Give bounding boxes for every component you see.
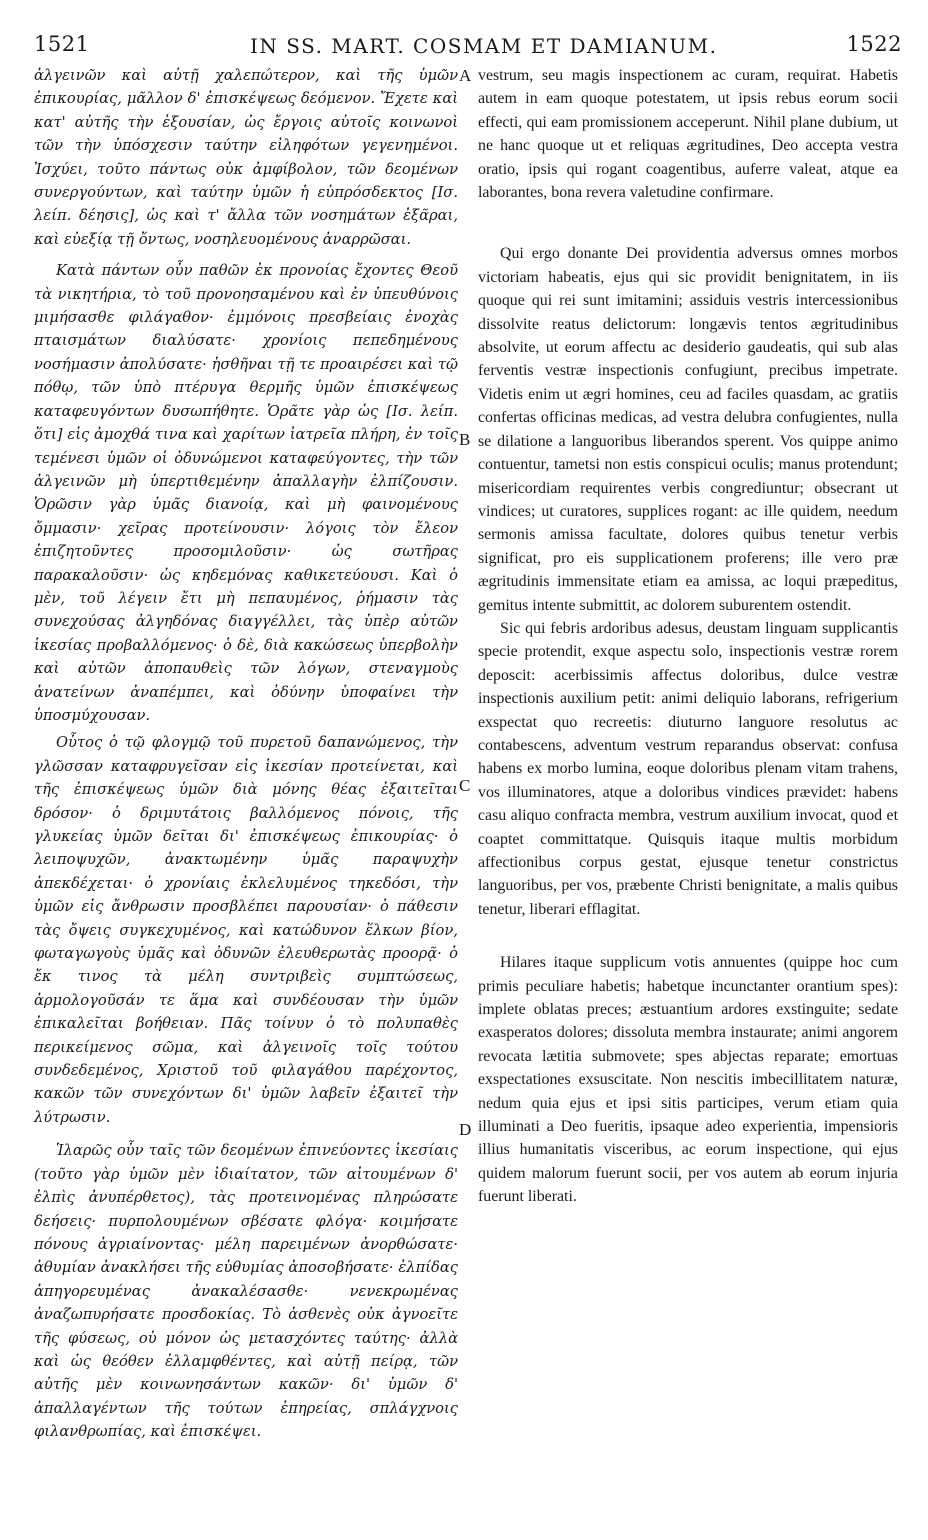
greek-paragraph-3: Οὗτος ὁ τῷ φλογμῷ τοῦ πυρετοῦ δαπανώμενος, τὴν γλῶσσαν καταφρυγεῖσαν εἰς ἱκεσίαν προτείνεται, καὶ τῆς ἐπισκέψεως ὑμῶν διὰ μόνης θέας ἐξαιτεῖται δρόσον· ὁ δριμυτάτοις βαλλόμενος πόνοις, τῆς γλυκείας ὑμῶν δεῖται δι' ἐπισκέψεως ἐπικουρίας· ὁ λειποψυχῶν, ἀνακτωμένην ὑμᾶς παραψυχὴν ἀπεκδέχεται· ὁ χρονίαις ἐκλελυμένος τηκεδόσι, τὴν ὑμῶν εἰς ἄνθρωσιν προσβλέπει παρουσίαν· ὁ πάθεσιν τὰς ὄψεις συγκεχυμένος, καὶ κατώδυνον ἕλκων βίον, φωταγωγοὺς ὑμᾶς καὶ ὀδυνῶν ἐλευθερωτὰς προορᾷ· ὁ ἔκ τινος τὰ μέλη συντριβεὶς συμπτώσεως, ἁρμολογοῦσάν τε ἅμα καὶ συνδέουσαν τὴν ὑμῶν ἐπικαλεῖται βοήθειαν. Πᾶς τοίνυν ὁ τὸ πολυπαθὲς περικείμενος σῶμα, καὶ ἀλγεινοῖς τοῖς τούτου συνδεδεμένος, Χριστοῦ τοῦ φιλαγάθου παρέχοντος, κακῶν τῶν συνεχόντων δι' ὑμῶν λαβεῖν ἐξαιτεῖ τὴν λύτρωσιν. [34,734,458,1126]
greek-paragraph-4: Ἱλαρῶς οὖν ταῖς τῶν δεομένων ἐπινεύοντες ἱκεσίαις (τοῦτο γὰρ ὑμῶν μὲν ἰδιαίτατον, τῶν αἰτουμένων δ' ἐλπὶς ἀνυπέρθετος), τὰς προτεινομένας πληρώσατε δεήσεις· πυρπολουμένων σβέσατε φλόγα· κοιμήσατε πόνους ἀγριαίνοντας· μέλη παρειμένων ἀνορθώσατε· ἀθυμίαν ἀνακλήσει τῆς εὐθυμίας ἀποσοβήσατε· ἐλπίδας ἀπηγορευμένας ἀνακαλέσασθε· νενεκρωμένας ἀναζωπυρήσατε προσδοκίας. Τὸ ἀσθενὲς οὐκ ἀγνοεῖτε τῆς φύσεως, οὐ μόνον ὡς μετασχόντες ταύτης· ἀλλὰ καὶ ὡς θεόθεν ἐλλαμφθέντες, καὶ αὐτῇ πείρᾳ, τῶν αὐτῆς μὲν κοινωνησάντων κακῶν· δι' ὑμῶν δ' ἀπαλλαγέντων τῆς τούτων ἐπηρείας, σπλάγχνοις φιλανθρωπίας, καὶ ἐπισκέψει. [34,1142,458,1441]
page-number-left: 1521 [34,32,90,56]
latin-paragraph-2: Qui ergo donante Dei providentia adversus omnes morbos victoriam habeatis, ejus qui sic providit benignitatem, in iis quoque qui rei sunt imitamini; assiduis vestris intercessionibus dissolvite reatus delictorum: longævis tentos ægritudinibus absolvite, ut eorum affectu ac desiderio gaudeatis, qui sub alas ferventis vestræ inspectionis confugiunt, precibus impetrate. Videtis enim ut ægri homines, ceu ad faciles quasdam, ac gratiis confertas officinas medicas, ad vestra delubra confugientes, nulla se dilatione a languoribus liberandos sperent. Vos quippe animo contuentur, tametsi non estis conspicui oculis; manus protendunt; misericordiam requirentes verbis congrediuntur; obsecrant ut vindices; ut curatores, supplices rogant: ac ille quidem, needum sermonis amissa facultate, dolores quibus tenetur verbis significat, pro eis supplicationem proferens; ille vero præ ægritudinis immensitate etiam ea amissa, ac loqui præpeditus, gemitus intente submittit, ac dolorem suburentem ostendit. [478,245,898,614]
section-marker-c: C [459,776,471,795]
greek-paragraph-1: ἀλγεινῶν καὶ αὐτῇ χαλεπώτερον, καὶ τῆς ὑμῶν ἐπικουρίας, μᾶλλον δ' ἐπισκέψεως δεόμενον. Ἔχετε καὶ κατ' αὐτῆς τὴν ἐξουσίαν, ὡς ἔργοις αὐτοῖς κοινωνοὶ τῶν τὴν ὑπόσχεσιν ταύτην εἰληφότων γεγενημένοι. Ἰσχύει, τοῦτο πάντως οὐκ ἀμφίβολον, τῶν δεομένων συνεργούντων, καὶ ταύτην ὑμῶν ἡ εὐπρόσδεκτος [Ισ. λείπ. δέησις], ὡς καὶ τ' ἄλλα τῶν νοσημάτων ἐξᾶραι, καὶ εὐεξίᾳ τῇ ὄντως, νοσηλευομένους ἀναρρῶσαι. [34,67,458,248]
latin-column [478,64,898,1209]
page-number-right: 1522 [846,32,902,56]
latin-paragraph-3: Sic qui febris ardoribus adesus, deustam linguam supplicantis specie protendit, exque aspectu solo, inspectionis vestræ rorem deposcit: acerbissimis affectus doloribus, dulce vestræ inspectionis auxilium petit: animi deliquio laborans, refrigerium exspectat quo recreetis: diuturno languore resolutus ac contabescens, adventum vestrum reparandus observat: confusa habens ex morbo lumina, eoque doloribus plenam vitam trahens, vos illuminatores, atque a doloribus vindices prævidet: habens casu aliquo confracta membra, vestrum auxilium invocat, quod et coaptet committatque. Quisquis itaque multis morbidum affectionibus corpus gestat, ejusque tenetur constrictus languoribus, per vos, præbente Christi benignitate, a malis quibus tenetur, liberari efflagitat. [478,619,898,918]
latin-paragraph-1: vestrum, seu magis inspectionem ac curam, requirat. Habetis autem in eam quoque potestatem, ut ipsis rebus eorum socii effecti, qui eam promissionem acceperunt. Nihil plane dubium, ut ne hanc quoque ut et reliquas ægritudines, Deo accepta vestra oratio, ipsis qui rogant coagentibus, auferre valeat, atque ea laborantes, bona revera valetudine confirmare. [478,67,898,202]
latin-paragraph-4: Hilares itaque supplicum votis annuentes (quippe hoc cum primis peculiare habetis; habetque incunctanter orantium spes): implete oblatas preces; æstuantium ardores exstinguite; sedate exasperatos dolores; dissoluta membra instaurate; animi angorem revocata lætitia submovete; spes abjectas reparate; emortuas exspectationes exsuscitate. Non nescitis imbecillitatem naturæ, nedum quia ejus et ipsi sitis participes, verum etiam quia illuminati a Deo fueritis, ipsaque adeo experientia, impensioris illius humanitatis visceribus, ac eorum inspectione, qui ejus quidem malorum fuerunt socii, per vos autem ab eorum injuria fuerunt liberati. [478,954,898,1206]
section-marker-d: D [459,1120,472,1139]
section-marker-b: B [459,430,471,449]
greek-paragraph-2: Κατὰ πάντων οὖν παθῶν ἐκ προνοίας ἔχοντες Θεοῦ τὰ νικητήρια, τὸ τοῦ προνοησαμένου καὶ ἐν ὑπευθύνοις μιμήσασθε φιλάγαθον· ἐμμόνοις πρεσβείαις ἐνοχὰς πταισμάτων διαλύσατε· χρονίοις πεπεδημένους νοσήμασιν ἀπολύσατε· ἡσθῆναι τῇ τε προαιρέσει καὶ τῷ πόθῳ, τῶν ὑπὸ πτέρυγα θερμῆς ὑμῶν ἐπισκέψεως καταφευγόντων δυσωπήθητε. Ὁρᾶτε γὰρ ὡς [Ισ. λείπ. ὅτι] εἰς ἀμοχθά τινα καὶ χαρίτων ἰατρεῖα πλήρη, ἐν τοῖς τεμένεσι ὑμῶν οἱ ὀδυνώμενοι καταφεύγοντες, τὴν τῶν ἀλγεινῶν μὴ ὑπερτιθεμένην ἀπαλλαγὴν ἐλπίζουσιν. Ὁρῶσιν γὰρ ὑμᾶς διανοίᾳ, καὶ μὴ φαινομένους ὄμμασιν· χεῖρας προτείνουσιν· λόγοις τὸν ἔλεον ἐπιζητοῦντες προσομιλοῦσιν· ὡς σωτῆρας παρακαλοῦσιν· ὡς κηδεμόνας καθικετεύουσι. Καὶ ὁ μὲν, τοῦ λέγειν ἔτι μὴ πεπαυμένος, ῥήμασιν τὰς συνεχούσας ἀλγηδόνας διαγγέλλει, τὰς ὑπὲρ αὐτῶν ἱκεσίας προβαλλόμενος· ὁ δὲ, διὰ κακώσεως ὑπερβολὴν καὶ αὐτῶν ἀποπαυθεὶς τῶν λόγων, στεναγμοὺς ἀνατείνων ἀναπέμπει, καὶ ὀδύνην ὑποφαίνει τὴν ὑποσμύχουσαν. [34,262,458,724]
running-title: IN SS. MART. COSMAM ET DAMIANUM. [250,34,718,58]
page-header [0,0,928,60]
section-marker-a: A [459,66,472,85]
greek-column [34,64,458,1444]
